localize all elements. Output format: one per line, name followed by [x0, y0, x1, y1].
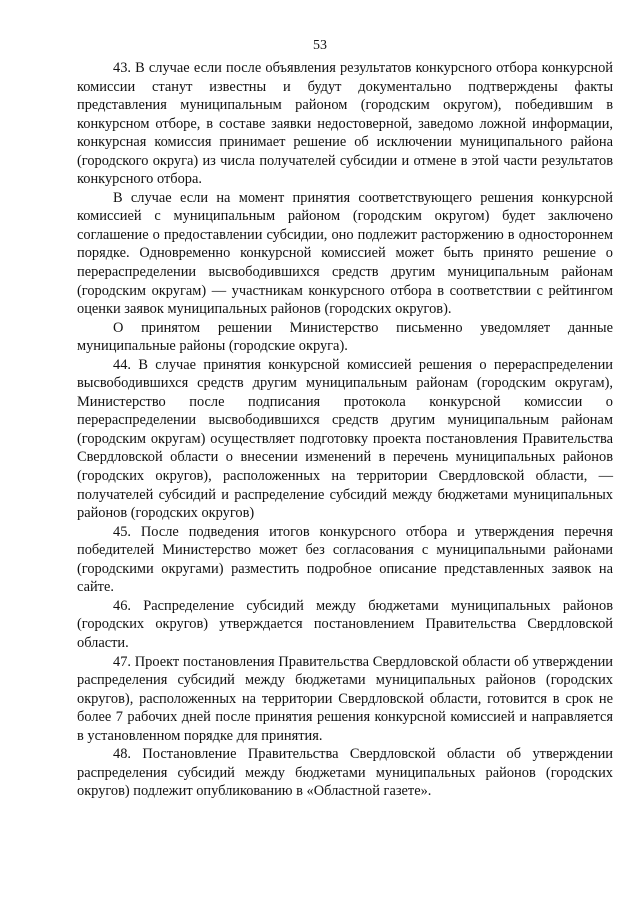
- document-body: [77, 59, 613, 801]
- paragraph-45: 45. После подведения итогов конкурсного отбора и утверждения перечня победителей Министерство может без согласования с муниципальными районами (городскими округами) разместить подробное описание представленных заявок на сайте.: [77, 523, 613, 596]
- paragraph-43: 43. В случае если после объявления результатов конкурсного отбора конкурсной комиссии станут известны и будут документально подтверждены факты представления муниципальным районом (городским округом), победившим в конкурсном отборе, в составе заявки недостоверной, заведомо ложной информации, конкурсная комиссия принимает решение об исключении муниципального района (городского округа) из числа получателей субсидии и отмене в этой части результатов конкурсного отбора.: [77, 60, 613, 188]
- page-number: 53: [313, 38, 327, 53]
- paragraph-43-notification: О принятом решении Министерство письменно уведомляет данные муниципальные районы (городские округа).: [77, 319, 613, 355]
- paragraph-47: 47. Проект постановления Правительства Свердловской области об утверждении распределения субсидий между бюджетами муниципальных районов (городских округов), расположенных на территории Свердловской области, готовится в срок не более 7 рабочих дней после принятия решения конкурсной комиссией и направляется в установленном порядке для принятия.: [77, 653, 613, 744]
- paragraph-43-termination: В случае если на момент принятия соответствующего решения конкурсной комиссией с муниципальным районом (городским округом) будет заключено соглашение о предоставлении субсидии, оно подлежит расторжению в одностороннем порядке. Одновременно конкурсной комиссией может быть принято решение о перераспределении высвободившихся средств другим муниципальным районам (городским округам) — участникам конкурсного отбора в соответствии с рейтингом оценки заявок муниципальных районов (городских округов).: [77, 189, 613, 318]
- paragraph-46: 46. Распределение субсидий между бюджетами муниципальных районов (городских округов) утверждается постановлением Правительства Свердловской области.: [77, 597, 613, 651]
- paragraph-44: 44. В случае принятия конкурсной комиссией решения о перераспределении высвободившихся средств другим муниципальным районам (городским округам), Министерство после подписания протокола конкурсной комиссии о перераспределении высвободившихся средств другим муниципальным районам (городским округам) осуществляет подготовку проекта постановления Правительства Свердловской области о внесении изменений в перечень муниципальных районов (городских округов), расположенных на территории Свердловской области, — получателей субсидий и распределение субсидий между бюджетами муниципальных районов (городских округов): [77, 356, 613, 522]
- paragraph-48: 48. Постановление Правительства Свердловской области об утверждении распределения субсидий между бюджетами муниципальных районов (городских округов) подлежит опубликованию в «Областной газете».: [77, 746, 613, 800]
